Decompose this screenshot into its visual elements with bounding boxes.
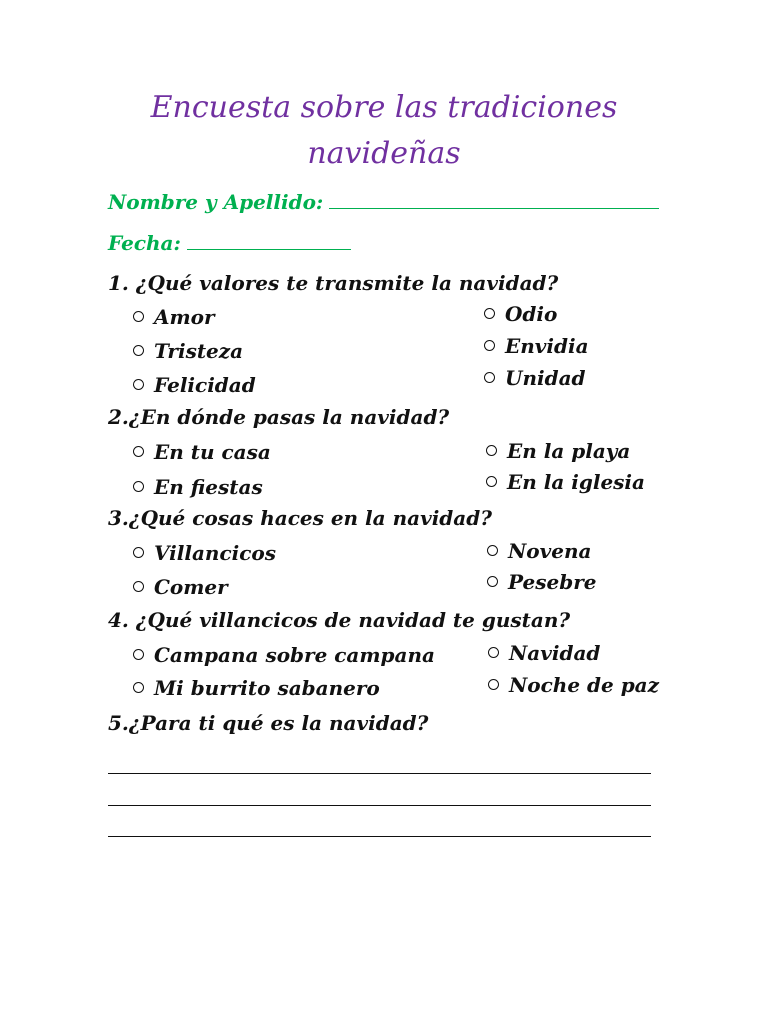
- radio-circle-icon[interactable]: [488, 679, 499, 690]
- radio-circle-icon[interactable]: [133, 481, 144, 492]
- survey-title-line-1: Encuesta sobre las tradiciones: [150, 90, 618, 125]
- name-label: Nombre y Apellido:: [108, 190, 324, 214]
- question-4: 4. ¿Qué villancicos de navidad te gustan?: [108, 608, 571, 632]
- option-q2-en-la-iglesia[interactable]: En la iglesia: [486, 469, 645, 495]
- radio-circle-icon[interactable]: [133, 581, 144, 592]
- option-q1-odio[interactable]: Odio: [484, 301, 557, 327]
- survey-title-line-2: navideñas: [307, 136, 461, 171]
- name-field: [108, 188, 659, 215]
- option-q1-felicidad[interactable]: Felicidad: [133, 372, 256, 398]
- name-blank-line[interactable]: [329, 188, 659, 209]
- option-q2-en-fiestas[interactable]: En fiestas: [133, 474, 263, 500]
- date-label: Fecha:: [108, 231, 181, 255]
- radio-circle-icon[interactable]: [133, 379, 144, 390]
- radio-circle-icon[interactable]: [484, 372, 495, 383]
- option-q2-en-la-playa[interactable]: En la playa: [486, 438, 630, 464]
- question-2: 2.¿En dónde pasas la navidad?: [108, 405, 450, 429]
- radio-circle-icon[interactable]: [487, 576, 498, 587]
- option-q3-novena[interactable]: Novena: [487, 538, 591, 564]
- radio-circle-icon[interactable]: [133, 446, 144, 457]
- answer-line-1[interactable]: [108, 773, 651, 774]
- option-q3-pesebre[interactable]: Pesebre: [487, 569, 596, 595]
- radio-circle-icon[interactable]: [133, 345, 144, 356]
- date-blank-line[interactable]: [187, 229, 351, 250]
- option-q1-envidia[interactable]: Envidia: [484, 333, 589, 359]
- answer-line-2[interactable]: [108, 805, 651, 806]
- answer-line-3[interactable]: [108, 836, 651, 837]
- option-q4-noche-de-paz[interactable]: Noche de paz: [488, 672, 659, 698]
- option-q1-unidad[interactable]: Unidad: [484, 365, 586, 391]
- radio-circle-icon[interactable]: [486, 476, 497, 487]
- question-3: 3.¿Qué cosas haces en la navidad?: [108, 506, 492, 530]
- radio-circle-icon[interactable]: [133, 682, 144, 693]
- option-q4-navidad[interactable]: Navidad: [488, 640, 600, 666]
- option-q1-amor[interactable]: Amor: [133, 304, 215, 330]
- radio-circle-icon[interactable]: [484, 340, 495, 351]
- option-q3-comer[interactable]: Comer: [133, 574, 228, 600]
- radio-circle-icon[interactable]: [487, 545, 498, 556]
- option-q4-campana-sobre-campana[interactable]: Campana sobre campana: [133, 642, 435, 668]
- date-field: [108, 229, 351, 256]
- radio-circle-icon[interactable]: [133, 311, 144, 322]
- question-5: 5.¿Para ti qué es la navidad?: [108, 711, 429, 735]
- radio-circle-icon[interactable]: [486, 445, 497, 456]
- option-q1-tristeza[interactable]: Tristeza: [133, 338, 243, 364]
- option-q3-villancicos[interactable]: Villancicos: [133, 540, 276, 566]
- radio-circle-icon[interactable]: [133, 649, 144, 660]
- radio-circle-icon[interactable]: [484, 308, 495, 319]
- option-q4-mi-burrito-sabanero[interactable]: Mi burrito sabanero: [133, 675, 380, 701]
- question-1: 1. ¿Qué valores te transmite la navidad?: [108, 271, 559, 295]
- radio-circle-icon[interactable]: [488, 647, 499, 658]
- option-q2-en-tu-casa[interactable]: En tu casa: [133, 439, 271, 465]
- radio-circle-icon[interactable]: [133, 547, 144, 558]
